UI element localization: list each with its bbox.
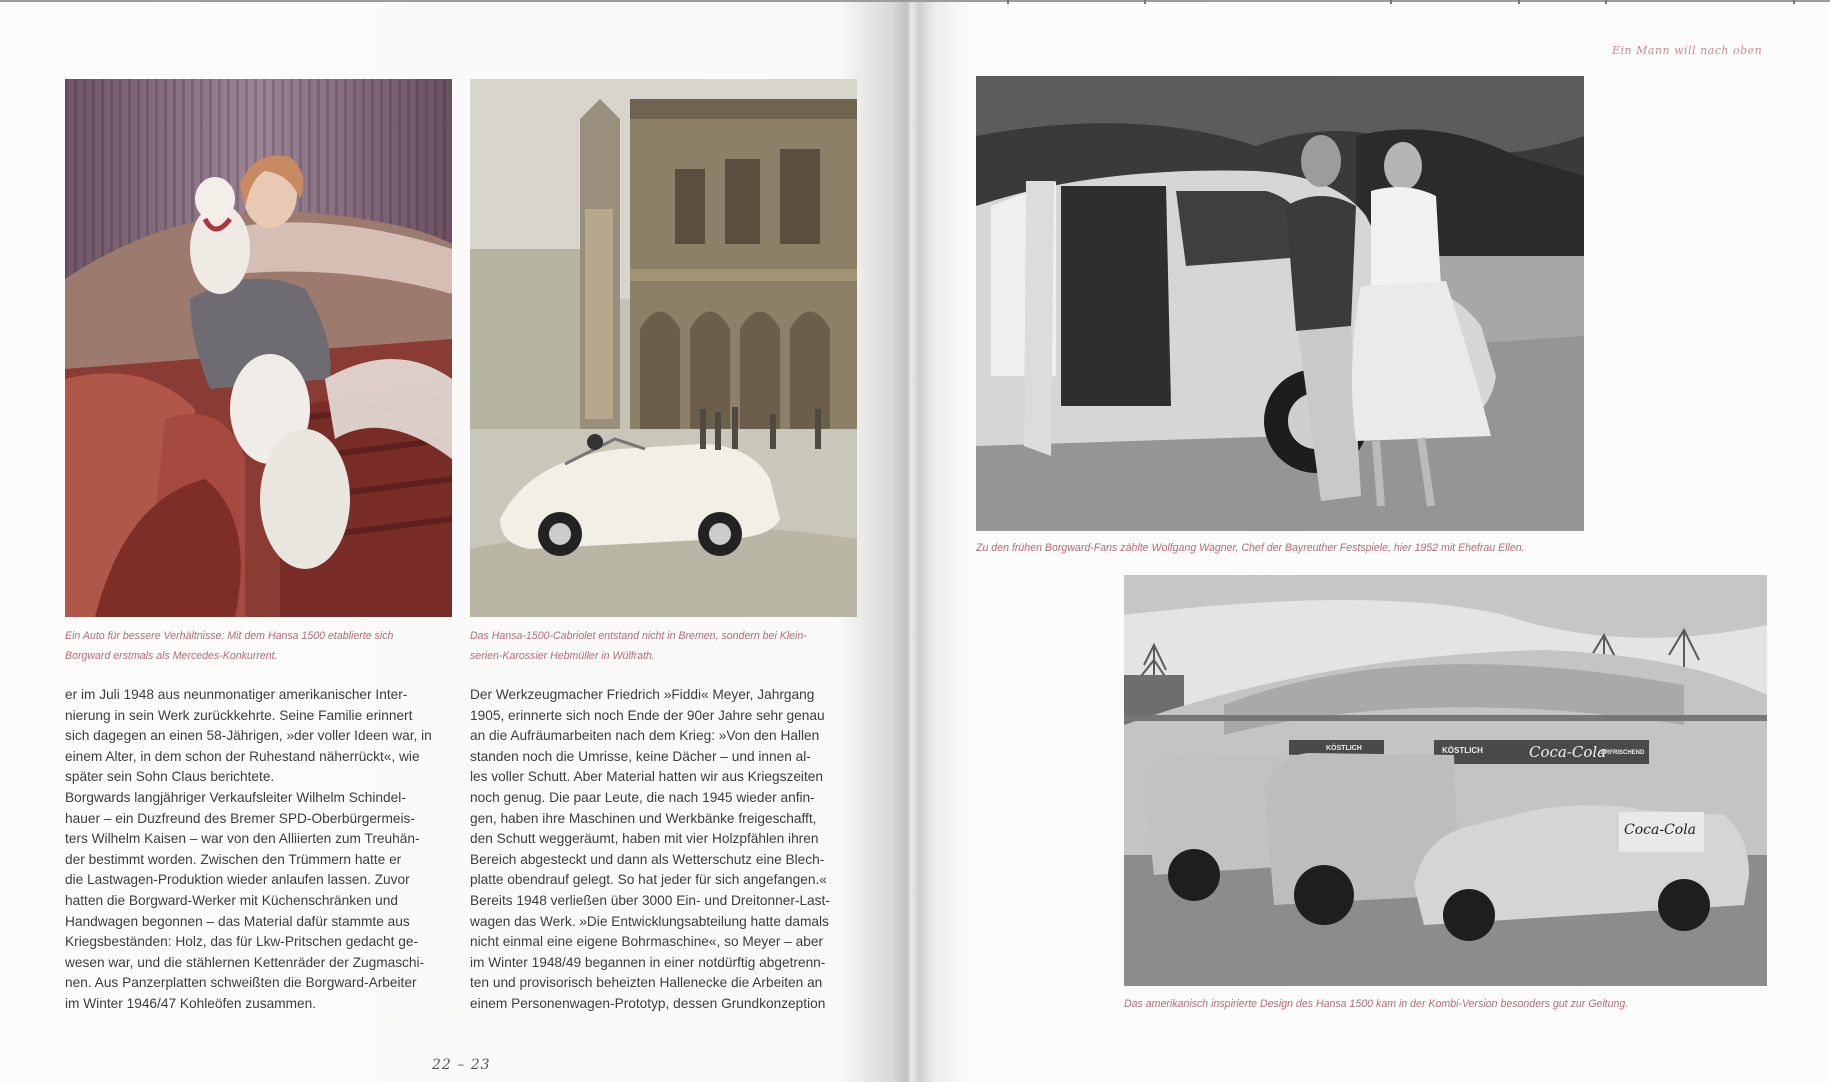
text-line: platte obendrauf gelegt. So hat jeder für sich angefangen.« [470, 872, 827, 888]
text-line: nicht einmal eine eigene Bohrmaschine«, so Meyer – aber [470, 934, 824, 950]
coca-cola-sign-truck: Coca-Cola [1529, 743, 1607, 761]
caption-photo4: Das amerikanisch inspirierte Design des Hansa 1500 kam in der Kombi-Version besonders gut zur Geltung. [1124, 998, 1629, 1010]
page-numbers: 22 – 23 [432, 1057, 491, 1073]
text-line: gen, haben ihre Maschinen und Werkbänke freigeschafft, [470, 810, 817, 826]
text-line: les voller Schutt. Aber Material hatten wir aus Kriegszeiten [470, 769, 824, 785]
text-column-left [65, 685, 452, 1015]
caption-photo1-line1: Ein Auto für bessere Verhältnisse: Mit dem Hansa 1500 etablierte sich [65, 630, 394, 642]
text-line: Der Werkzeugmacher Friedrich »Fiddi« Meyer, Jahrgang [470, 687, 815, 702]
text-line: noch genug. Die paar Leute, die nach 1945 wieder anfin- [470, 789, 815, 805]
text-column-right [470, 685, 857, 1015]
running-head: Ein Mann will nach oben [1612, 44, 1763, 57]
text-line: Handwagen begonnen – das Material dafür stammte aus [65, 913, 410, 929]
text-line: Bereits 1948 verließen über 3000 Ein- und Dreitonner-Last- [470, 892, 830, 908]
text-line: 1905, erinnerte sich noch Ende der 90er Jahre sehr genau [470, 707, 825, 723]
photo-bremen-cabriolet [470, 79, 857, 617]
caption-photo2 [470, 626, 807, 666]
text-line: im Winter 1948/49 begannen in einer notdürftig abgetrenn- [470, 954, 826, 970]
text-line: wesen war, und die stählernen Kettenräder der Zugmaschi- [65, 954, 425, 970]
text-line: hauer – ein Duzfreund des Bremer SPD-Oberbürgermeis- [65, 810, 415, 826]
book-gutter [906, 0, 918, 1082]
top-edge-tick [1605, 0, 1607, 4]
photo-couple-by-car [976, 76, 1584, 531]
text-line: an die Aufräumarbeiten nach dem Krieg: »Von den Hallen [470, 728, 820, 744]
text-line: der bestimmt worden. Zwischen den Trümmern hatte er [65, 851, 402, 867]
caption-photo1-line2: Borgward erstmals als Mercedes-Konkurrent. [65, 650, 278, 662]
top-edge-tick [1793, 0, 1795, 4]
caption-photo2-line1: Das Hansa-1500-Cabriolet entstand nicht in Bremen, sondern bei Klein- [470, 630, 807, 642]
text-line: den Schutt weggeräumt, haben mit vier Holzpfählen ihren [470, 831, 819, 847]
top-edge [0, 0, 1830, 2]
caption-photo2-line2: serien-Karossier Hebmüller in Wülfrath. [470, 650, 655, 662]
photo-trucks-kombi [1124, 575, 1767, 986]
text-line: ters Wilhelm Kaisen – war von den Alliierten zum Treuhän- [65, 831, 420, 847]
text-line: nen. Aus Panzerplatten schweißten die Borgward-Arbeiter [65, 975, 417, 991]
text-line: wagen das Werk. »Die Entwicklungsabteilung hatte damals [470, 913, 829, 929]
text-line: im Winter 1946/47 Kohleöfen zusammen. [65, 995, 317, 1011]
text-line: Kriegsbeständen: Holz, das für Lkw-Pritschen gedacht ge- [65, 934, 419, 950]
text-line: ten und provisorisch beheizten Hallenecke die Arbeiten an [470, 975, 823, 991]
text-line: die Lastwagen-Produktion wieder anlaufen lassen. Zuvor [65, 872, 410, 888]
text-line: einem Personenwagen-Prototyp, dessen Grundkonzeption [470, 995, 826, 1011]
text-line: hatten die Borgward-Werker mit Küchenschränken und [65, 892, 398, 908]
text-line: später sein Sohn Claus berichtete. [65, 769, 275, 785]
top-edge-tick [1144, 0, 1146, 4]
top-edge-tick [1007, 0, 1009, 4]
text-line: nierung in sein Werk zurückkehrte. Seine Familie erinnert [65, 707, 413, 723]
top-edge-tick [1390, 0, 1392, 4]
truck-sign-koestlich-1: KÖSTLICH [1326, 745, 1362, 752]
text-line: er im Juli 1948 aus neunmonatiger amerikanischer Inter- [65, 687, 408, 702]
coca-cola-sign-kombi: Coca-Cola [1624, 822, 1697, 838]
text-line: einem Alter, in dem schon der Ruhestand näherrückt«, wie [65, 748, 420, 764]
text-line: standen noch die Umrisse, keine Dächer – und innen al- [470, 748, 811, 764]
top-edge-tick [1518, 0, 1520, 4]
truck-sign-koestlich-2: KÖSTLICH [1442, 746, 1483, 755]
text-line: Borgwards langjähriger Verkaufsleiter Wilhelm Schindel- [65, 789, 406, 805]
photo-woman-with-poodles [65, 79, 452, 617]
caption-photo1 [65, 626, 393, 666]
truck-sign-erfrischend: ERFRISCHEND [1601, 750, 1645, 756]
caption-photo3: Zu den frühen Borgward-Fans zählte Wolfgang Wagner, Chef der Bayreuther Festspiele, hier 1952 mit Ehefrau Ellen. [976, 542, 1525, 554]
text-line: sich dagegen an einen 58-Jährigen, »der voller Ideen war, in [65, 728, 432, 744]
text-line: Bereich abgesteckt und dann als Wetterschutz eine Blech- [470, 851, 825, 867]
